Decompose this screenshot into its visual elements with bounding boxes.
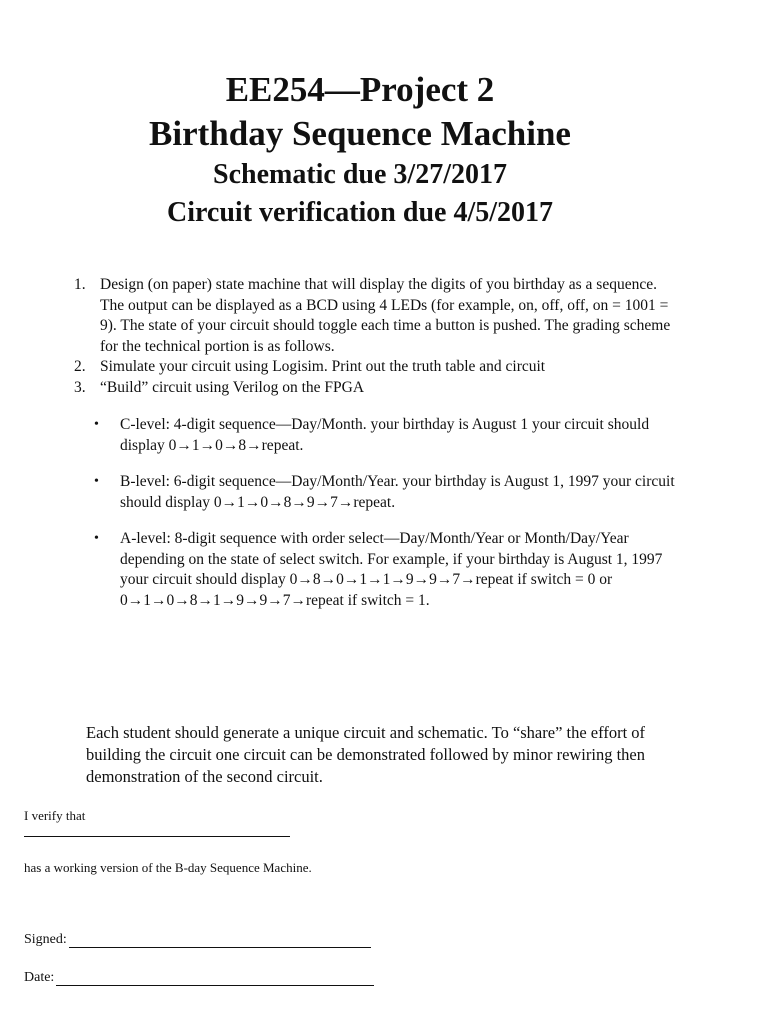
- bullet-icon: •: [94, 474, 99, 489]
- bullet-icon: •: [94, 417, 99, 432]
- level-text: C-level: 4-digit sequence—Day/Month. your birthday is August 1 your circuit should display 0→1→0→8→repeat.: [120, 416, 650, 454]
- signed-label: Signed:: [24, 932, 67, 947]
- level-item-a: [94, 529, 694, 611]
- working-version-text: has a working version of the B-day Sequence Machine.: [24, 860, 312, 875]
- step-text: Simulate your circuit using Logisim. Print out the truth table and circuit: [100, 358, 546, 375]
- date-row: [24, 970, 374, 986]
- step-text: Design (on paper) state machine that will display the digits of you birthday as a sequence. The output can be displayed as a BCD using 4 LEDs (for example, on, off, off, on = 1001 = 9). The state of your circuit should toggle each time a button is pushed. The grading scheme for the technical portion is as follows.: [100, 276, 671, 355]
- date-line[interactable]: [56, 973, 374, 986]
- step-text: “Build” circuit using Verilog on the FPGA: [100, 378, 365, 396]
- step-number: 2.: [74, 358, 86, 375]
- level-item-c: [94, 415, 694, 456]
- level-item-b: [94, 472, 694, 513]
- verify-label: I verify that: [24, 808, 86, 823]
- grading-levels: [94, 415, 694, 627]
- step-item: [74, 275, 674, 357]
- step-item: [74, 378, 674, 399]
- title-block: [0, 68, 720, 232]
- level-text: B-level: 6-digit sequence—Day/Month/Year. your birthday is August 1, 1997 your circuit should display 0→1→0→8→9→7→repeat.: [120, 473, 675, 511]
- level-text: A-level: 8-digit sequence with order select—Day/Month/Year or Month/Day/Year depending on the state of select switch. For example, if your birthday is August 1, 1997 your circuit should display 0→8→0→1→1→9→9→7→repeat if switch = 0 or 0→1→0→8→1→9→9→7→repeat if switch = 1.: [120, 530, 663, 609]
- verification-due: Circuit verification due 4/5/2017: [167, 197, 553, 228]
- bullet-icon: •: [94, 531, 99, 546]
- step-number: 1.: [74, 276, 86, 293]
- signature-row: [24, 932, 371, 948]
- step-item: [74, 357, 674, 378]
- steps-list: [74, 275, 674, 398]
- schematic-due: Schematic due 3/27/2017: [213, 159, 507, 190]
- student-name-line[interactable]: [24, 836, 290, 837]
- step-number: 3.: [74, 378, 86, 396]
- signature-line[interactable]: [69, 935, 371, 948]
- course-title: EE254—Project 2: [225, 70, 495, 109]
- date-label: Date:: [24, 970, 55, 985]
- closing-paragraph: Each student should generate a unique circuit and schematic. To “share” the effort of building the circuit one circuit can be demonstrated followed by minor rewiring then demonstration of the second circuit.: [86, 723, 646, 786]
- project-title: Birthday Sequence Machine: [149, 114, 571, 153]
